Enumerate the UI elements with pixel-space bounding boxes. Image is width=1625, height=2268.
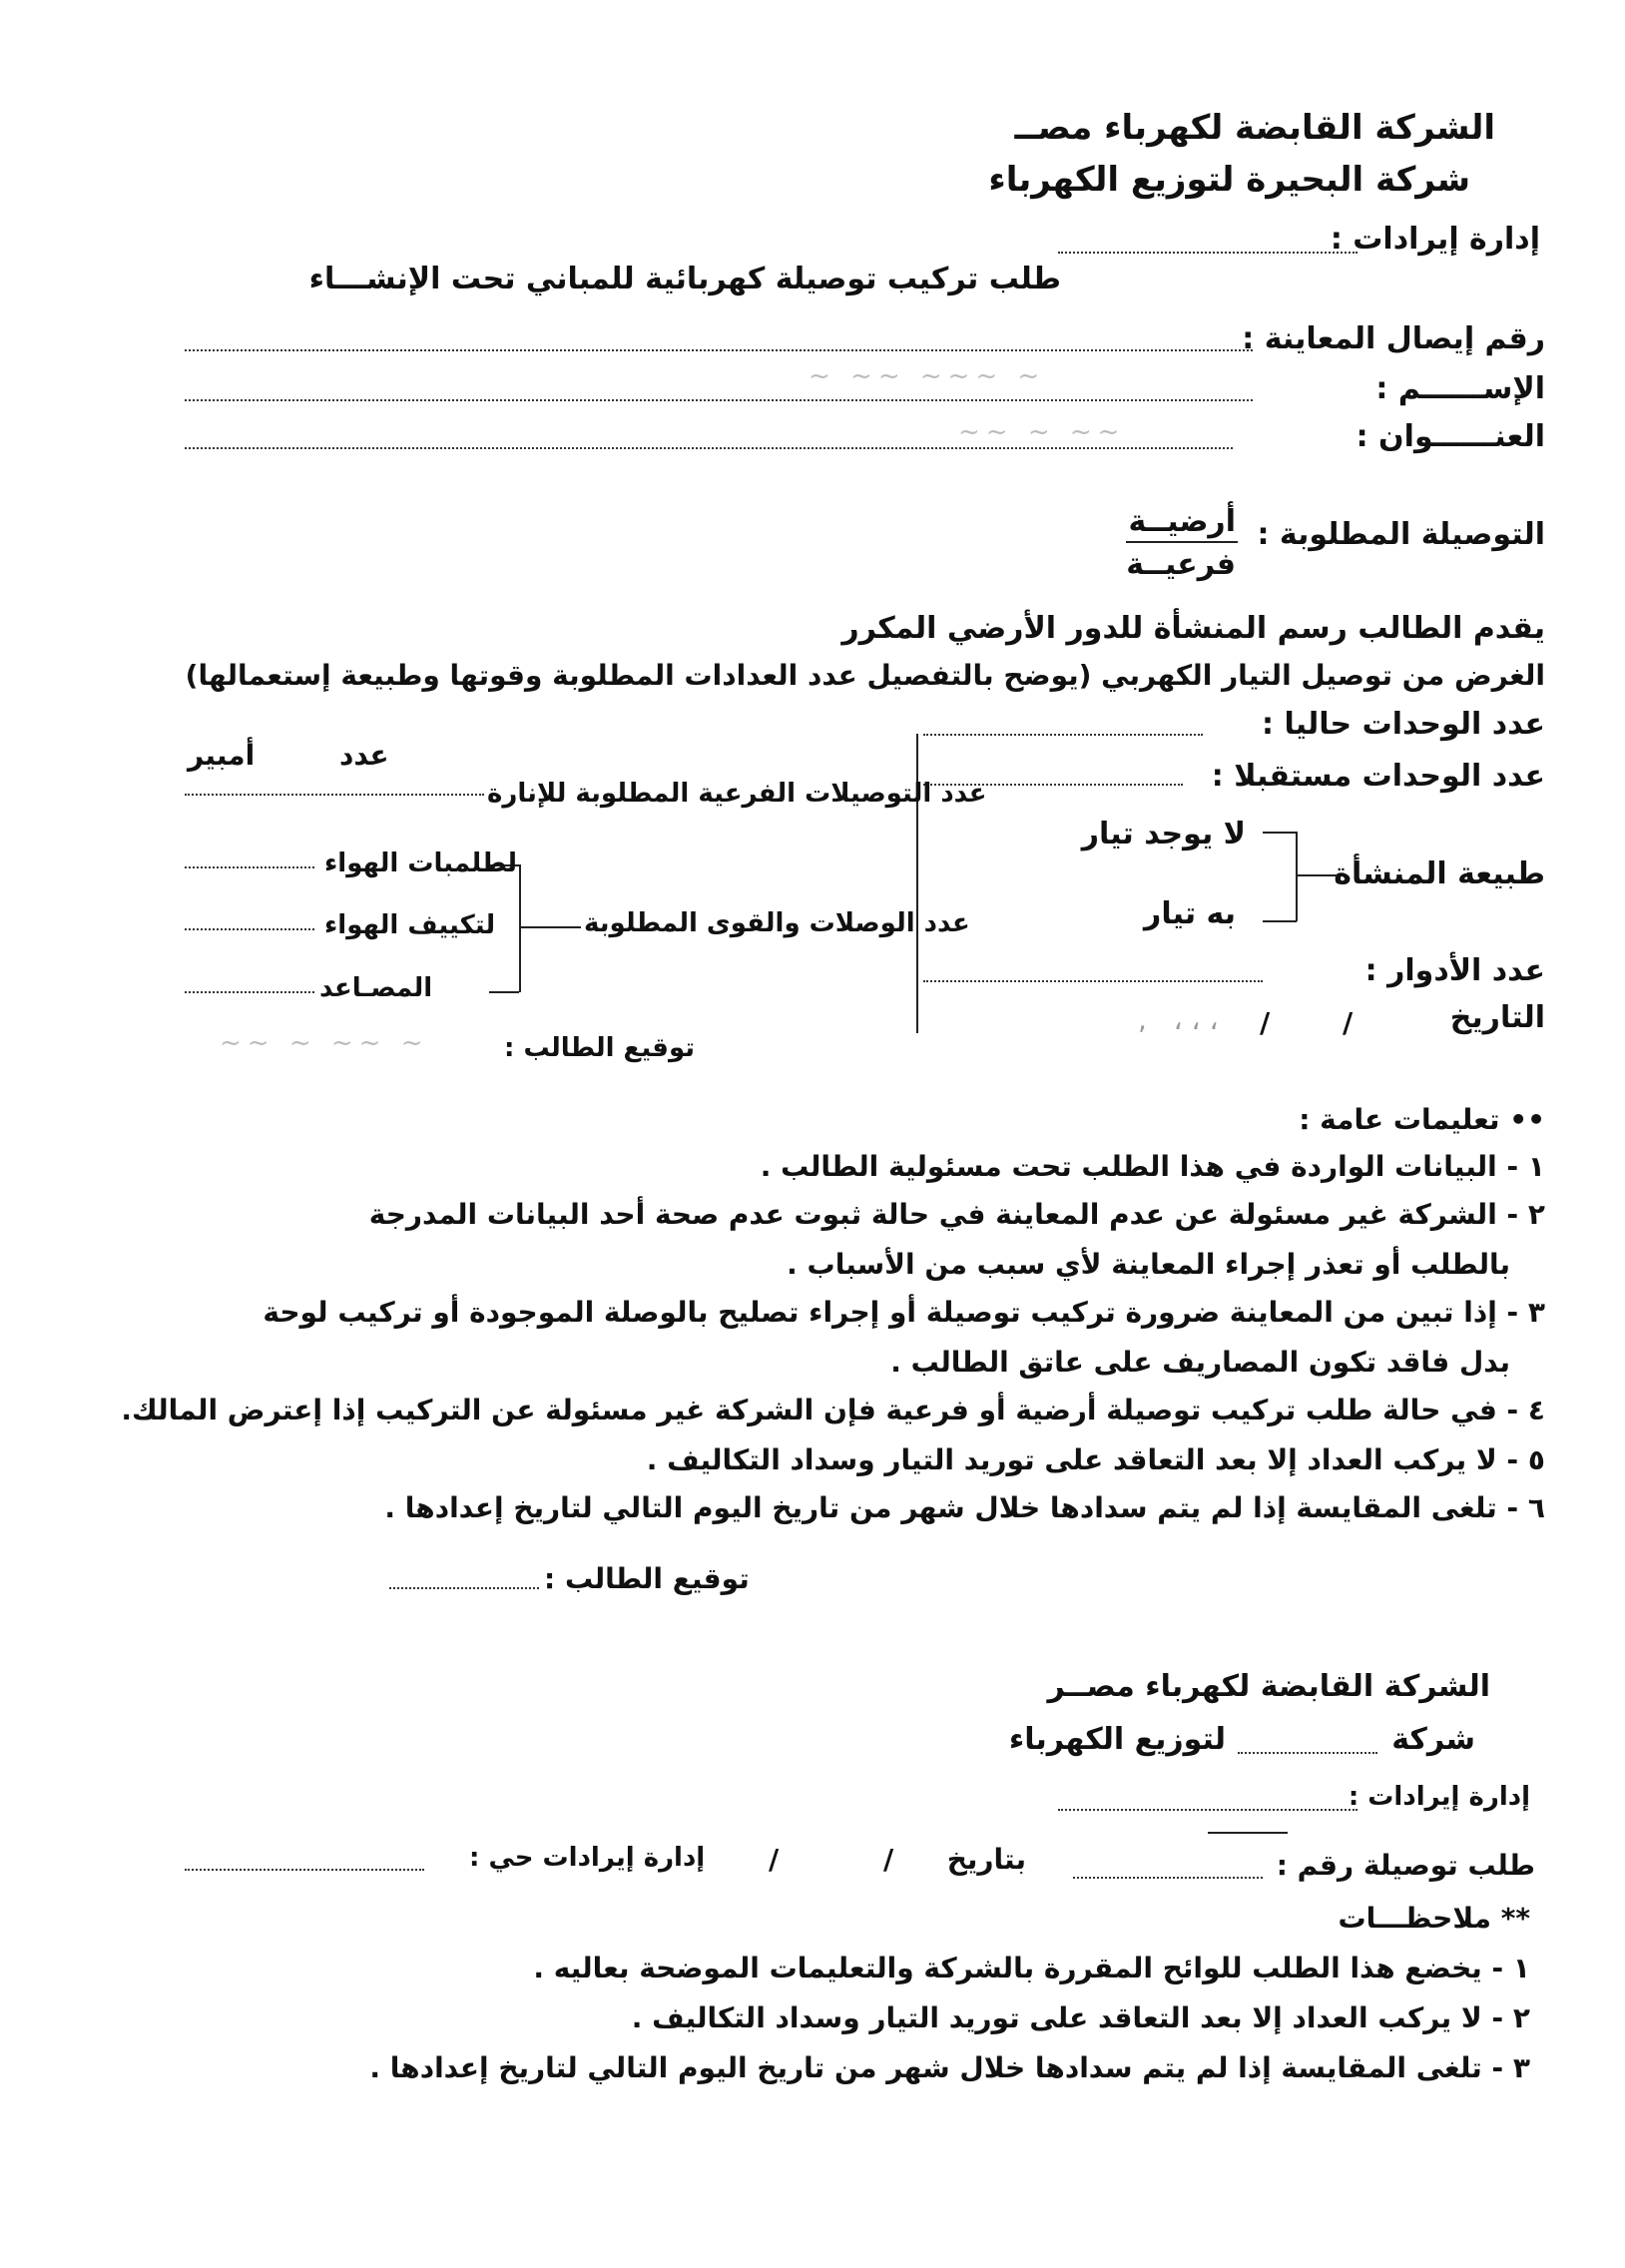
- instruction-item-cont: بدل فاقد تكون المصاريف على عاتق الطالب .: [890, 1346, 1510, 1379]
- instruction-item: ٢ - الشركة غير مسئولة عن عدم المعاينة في حالة ثبوت عدم صحة أحد البيانات المدرجة: [368, 1198, 1545, 1231]
- applicant-signature-label: توقيع الطالب :: [504, 1033, 696, 1063]
- dept-label: إدارة إيرادات :: [1330, 222, 1540, 257]
- col-count-header: عدد: [339, 739, 389, 772]
- receipt-dept-label: إدارة إيرادات :: [1348, 1782, 1530, 1812]
- connection-divider: [1126, 541, 1238, 543]
- col-amp-header: أمبير: [188, 739, 256, 772]
- nature-connector: [1296, 874, 1338, 876]
- power-connections-label: عدد الوصلات والقوى المطلوبة: [584, 908, 970, 938]
- instructions-signature-field[interactable]: [389, 1587, 539, 1589]
- dated-label: بتاريخ: [946, 1843, 1026, 1876]
- note-item: ١ - يخضع هذا الطلب للوائح المقررة بالشركة والتعليمات الموضحة بعاليه .: [533, 1952, 1530, 1984]
- dept-value-line[interactable]: [1058, 252, 1357, 254]
- air-pumps-label: لطلمبات الهواء: [324, 849, 518, 878]
- power-connector: [521, 926, 581, 928]
- elevators-field[interactable]: [185, 991, 314, 993]
- name-field[interactable]: [185, 399, 1253, 401]
- name-label: الإســــــم :: [1375, 371, 1545, 406]
- power-bracket: [519, 864, 521, 992]
- receipt-company-label: شركة: [1391, 1722, 1475, 1757]
- instruction-item: ٣ - إذا تبين من المعاينة ضرورة تركيب توصيلة أو إجراء تصليح بالوصلة الموجودة أو تركيب لوحة: [263, 1296, 1545, 1329]
- lighting-connections-label: عدد التوصيلات الفرعية المطلوبة للإنارة: [487, 779, 987, 809]
- address-handwriting: ~~ ~ ~~: [958, 417, 1126, 447]
- instructions-signature-label: توقيع الطالب :: [544, 1562, 750, 1595]
- option-has-current[interactable]: به تيار: [1144, 896, 1236, 931]
- receipt-dept-field[interactable]: [1058, 1809, 1357, 1811]
- signature-smudge: ~~ ~ ~~ ~: [220, 1028, 429, 1058]
- air-conditioning-label: لتكييف الهواء: [324, 910, 496, 940]
- nature-bracket: [1296, 832, 1298, 921]
- units-future-label: عدد الوحدات مستقبلا :: [1211, 759, 1545, 794]
- connection-label: التوصيلة المطلوبة :: [1257, 517, 1545, 552]
- receipt-company-field[interactable]: [1238, 1752, 1377, 1754]
- units-now-field[interactable]: [923, 734, 1203, 736]
- elevators-label: المصـاعد: [319, 973, 433, 1003]
- lighting-field[interactable]: [185, 794, 484, 796]
- option-no-current[interactable]: لا يوجد تيار: [1081, 817, 1246, 851]
- connection-option-branch[interactable]: فرعيــة: [1126, 547, 1236, 582]
- floors-label: عدد الأدوار :: [1364, 953, 1545, 988]
- date-value[interactable]: , ، ، ،: [1138, 1003, 1219, 1036]
- district-label: إدارة إيرادات حي :: [469, 1843, 706, 1873]
- request-number-label: طلب توصيلة رقم :: [1276, 1849, 1535, 1882]
- form-title: طلب تركيب توصيلة كهربائية للمباني تحت الإنشـــاء: [308, 262, 1061, 296]
- name-handwriting: ~ ~~ ~~~ ~: [809, 361, 1046, 391]
- address-label: العنــــــوان :: [1355, 419, 1545, 454]
- address-field[interactable]: [185, 447, 1233, 449]
- district-field[interactable]: [185, 1869, 424, 1871]
- instruction-item: ٥ - لا يركب العداد إلا بعد التعاقد على توريد التيار وسداد التكاليف .: [646, 1443, 1545, 1476]
- holding-company-title: الشركة القابضة لكهرباء مصــ: [1014, 108, 1495, 148]
- receipt-number-field[interactable]: [185, 349, 1253, 351]
- request-number-field[interactable]: [1073, 1877, 1263, 1879]
- notes-heading: ** ملاحظـــات: [1338, 1902, 1530, 1935]
- receipt-holding-title: الشركة القابضة لكهرباء مصــر: [1047, 1669, 1490, 1704]
- distribution-company-title: شركة البحيرة لتوزيع الكهرباء: [988, 160, 1470, 200]
- instruction-item: ٤ - في حالة طلب تركيب توصيلة أرضية أو فرعية فإن الشركة غير مسئولة عن التركيب إذا إعترض المالك.: [121, 1394, 1545, 1426]
- receipt-distribution-label: لتوزيع الكهرباء: [1008, 1722, 1226, 1757]
- note-item: ٣ - تلغى المقايسة إذا لم يتم سدادها خلال شهر من تاريخ اليوم التالي لتاريخ إعدادها .: [369, 2051, 1530, 2084]
- units-now-label: عدد الوحدات حاليا :: [1262, 707, 1545, 742]
- instruction-item: ١ - البيانات الواردة في هذا الطلب تحت مسئولية الطالب .: [760, 1150, 1545, 1183]
- purpose-line: الغرض من توصيل التيار الكهربي (يوضح بالتفصيل عدد العدادات المطلوبة وقوتها وطبيعة إستعمالها): [185, 659, 1545, 692]
- instruction-item-cont: بالطلب أو تعذر إجراء المعاينة لأي سبب من الأسباب .: [787, 1248, 1510, 1281]
- connection-option-ground[interactable]: أرضيــة: [1128, 504, 1236, 539]
- building-nature-label: طبيعة المنشأة: [1334, 856, 1545, 891]
- instruction-item: ٦ - تلغى المقايسة إذا لم يتم سدادها خلال شهر من تاريخ اليوم التالي لتاريخ إعدادها .: [384, 1491, 1545, 1524]
- floors-field[interactable]: [923, 980, 1263, 982]
- air-pumps-field[interactable]: [185, 866, 314, 868]
- air-conditioning-field[interactable]: [185, 928, 314, 930]
- receipt-number-label: رقم إيصال المعاينة :: [1242, 321, 1545, 356]
- date-label: التاريخ: [1449, 1000, 1545, 1035]
- note-item: ٢ - لا يركب العداد إلا بعد التعاقد على توريد التيار وسداد التكاليف .: [631, 2001, 1530, 2034]
- applicant-drawing-note: يقدم الطالب رسم المنشأة للدور الأرضي المكرر: [841, 611, 1545, 646]
- instructions-heading: •• تعليمات عامة :: [1299, 1103, 1545, 1136]
